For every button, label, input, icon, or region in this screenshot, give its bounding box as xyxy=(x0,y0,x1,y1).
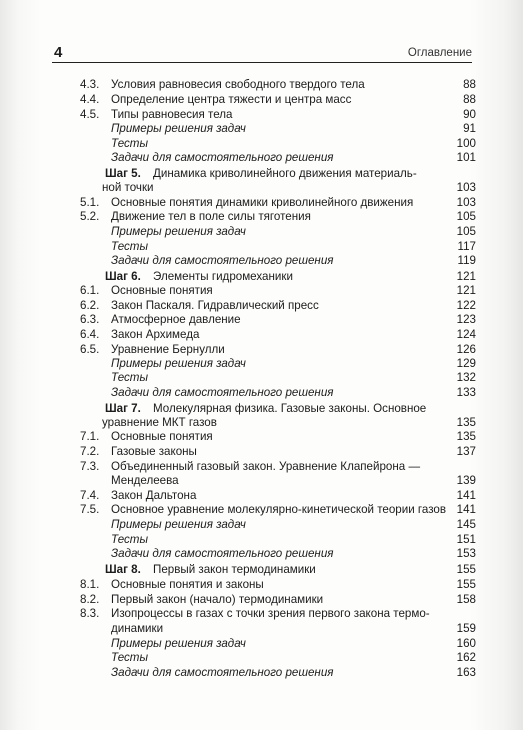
toc-entry-title: Тесты xyxy=(111,137,149,150)
toc-section-number: 8.2. xyxy=(80,593,100,606)
toc-section-number: 6.1. xyxy=(80,284,100,297)
running-title: Оглавление xyxy=(407,47,472,59)
page-number: 4 xyxy=(54,44,63,61)
toc-entry-title: Условия равновесия свободного твердого тела xyxy=(111,78,365,91)
toc-entry-title: Тесты xyxy=(111,240,149,253)
toc-entry-title: Закон Дальтона xyxy=(111,489,197,502)
toc-section-number: 5.2. xyxy=(80,210,100,223)
toc-page-number: 105 xyxy=(456,210,476,223)
toc-page-number: 103 xyxy=(456,196,476,209)
toc-entry-title: Закон Паскаля. Гидравлический пресс xyxy=(111,299,319,312)
toc-page-number: 162 xyxy=(456,651,476,664)
toc-step-label: Шаг 5. xyxy=(105,167,141,180)
toc-entry-title: Закон Архимеда xyxy=(111,328,200,341)
toc-page-number: 160 xyxy=(456,637,476,650)
toc-page-number: 126 xyxy=(456,343,476,356)
toc-entry-title: Примеры решения задач xyxy=(111,518,246,531)
toc-section-number: 6.4. xyxy=(80,328,100,341)
toc-entry-title: Атмосферное давление xyxy=(111,313,241,326)
toc-page-number: 151 xyxy=(456,533,476,546)
toc-entry-title: Изопроцессы в газах с точки зрения первого закона термо- xyxy=(111,607,430,620)
toc-entry-title: Тесты xyxy=(111,533,149,546)
toc-entry-title: Основные понятия xyxy=(111,284,213,297)
toc-entry-title: Объединенный газовый закон. Уравнение Клапейрона — xyxy=(111,460,421,473)
toc-entry-title: Динамика криволинейного движения материаль- xyxy=(153,167,417,180)
toc-entry-title: Типы равновесия тела xyxy=(111,108,233,121)
toc-page-number: 91 xyxy=(463,122,476,135)
toc-page-number: 135 xyxy=(456,416,476,429)
toc-step-label: Шаг 6. xyxy=(105,270,141,283)
toc-entry-title: Примеры решения задач xyxy=(111,357,246,370)
toc-section-number: 7.5. xyxy=(80,503,100,516)
toc-section-number: 7.3. xyxy=(80,460,100,473)
toc-entry-title: Определение центра тяжести и центра масс xyxy=(111,93,352,106)
toc-page-number: 132 xyxy=(456,371,476,384)
toc-section-number: 7.4. xyxy=(80,489,100,502)
toc-page-number: 145 xyxy=(456,518,476,531)
toc-entry-title: Задачи для самостоятельного решения xyxy=(111,666,334,679)
toc-section-number: 6.2. xyxy=(80,299,100,312)
toc-section-number: 4.5. xyxy=(80,108,100,121)
toc-section-number: 6.5. xyxy=(80,343,100,356)
toc-entry-title: Основные понятия xyxy=(111,430,213,443)
toc-page-number: 141 xyxy=(456,489,476,502)
toc-page-number: 129 xyxy=(456,357,476,370)
toc-section-number: 7.1. xyxy=(80,430,100,443)
toc-page-number: 159 xyxy=(456,622,476,635)
toc-entry-title: Тесты xyxy=(111,371,149,384)
toc-section-number: 8.1. xyxy=(80,578,100,591)
toc-entry-title: Движение тел в поле силы тяготения xyxy=(111,210,311,223)
toc-page-number: 123 xyxy=(456,313,476,326)
toc-page-number: 121 xyxy=(456,284,476,297)
toc-page-number: 155 xyxy=(456,578,476,591)
toc-section-number: 8.3. xyxy=(80,607,100,620)
toc-entry-title: Основные понятия динамики криволинейного движения xyxy=(111,196,414,209)
toc-page-number: 88 xyxy=(463,78,476,91)
toc-page-number: 124 xyxy=(456,328,476,341)
toc-entry-title: динамики xyxy=(111,622,164,635)
toc-entry-title: Уравнение Бернулли xyxy=(111,343,225,356)
toc-section-number: 5.1. xyxy=(80,196,100,209)
toc-entry-title: Задачи для самостоятельного решения xyxy=(111,254,334,267)
toc-section-number: 7.2. xyxy=(80,445,100,458)
toc-entry-title: Примеры решения задач xyxy=(111,637,246,650)
toc-entry-title: Задачи для самостоятельного решения xyxy=(111,547,334,560)
toc-entry-title: Тесты xyxy=(111,651,149,664)
toc-entry-title: Примеры решения задач xyxy=(111,225,246,238)
toc-page-number: 121 xyxy=(456,270,476,283)
toc-entry-title: Элементы гидромеханики xyxy=(153,270,293,283)
toc-page-number: 153 xyxy=(456,547,476,560)
toc-page-number: 139 xyxy=(456,474,476,487)
toc-entry-title: уравнение МКТ газов xyxy=(102,416,217,429)
toc-page-number: 137 xyxy=(456,445,476,458)
toc-step-label: Шаг 8. xyxy=(105,563,141,576)
toc-entry-title: Примеры решения задач xyxy=(111,122,246,135)
toc-entry-title: Первый закон термодинамики xyxy=(153,563,316,576)
toc-page-number: 117 xyxy=(457,240,476,253)
toc-entry-title: Основные понятия и законы xyxy=(111,578,264,591)
toc-entry-title: Молекулярная физика. Газовые законы. Основное xyxy=(153,402,427,415)
toc-page-number: 101 xyxy=(456,151,476,164)
toc-entry-title: Газовые законы xyxy=(111,445,197,458)
toc-page-number: 133 xyxy=(456,386,476,399)
toc-page-number: 88 xyxy=(463,93,476,106)
toc-entry-title: Основное уравнение молекулярно-кинетической теории газов xyxy=(111,503,447,516)
toc-page-number: 155 xyxy=(456,563,476,576)
toc-step-label: Шаг 7. xyxy=(105,402,141,415)
toc-section-number: 6.3. xyxy=(80,313,100,326)
toc-entry-title: Менделеева xyxy=(111,474,179,487)
toc-entry-title: Задачи для самостоятельного решения xyxy=(111,386,334,399)
toc-page-number: 100 xyxy=(456,137,476,150)
toc-page-number: 90 xyxy=(463,108,476,121)
toc-page-number: 105 xyxy=(456,225,476,238)
toc-section-number: 4.4. xyxy=(80,93,100,106)
toc-section-number: 4.3. xyxy=(80,78,100,91)
toc-page-number: 135 xyxy=(456,430,476,443)
toc-page-number: 119 xyxy=(457,254,476,267)
toc-page-number: 122 xyxy=(456,299,476,312)
toc-page-number: 158 xyxy=(456,593,476,606)
toc-page-number: 103 xyxy=(456,181,476,194)
toc-entry-title: Первый закон (начало) термодинамики xyxy=(111,593,324,606)
toc-page-number: 163 xyxy=(456,666,476,679)
toc-entry-title: Задачи для самостоятельного решения xyxy=(111,151,334,164)
toc-page-number: 141 xyxy=(456,503,476,516)
toc-entry-title: ной точки xyxy=(102,181,154,194)
